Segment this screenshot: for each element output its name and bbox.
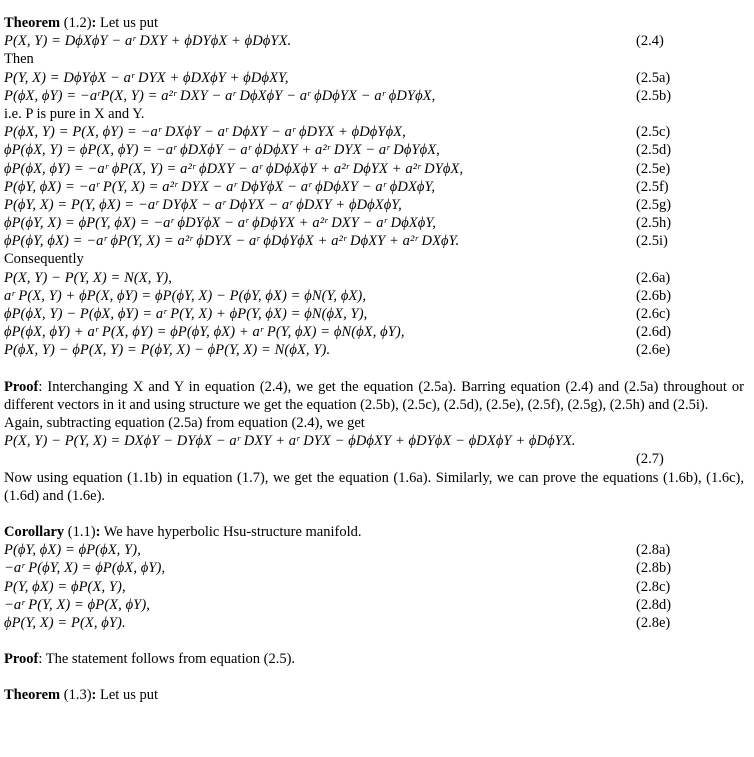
theorem-colon: : xyxy=(91,15,97,31)
equation-expr: ϕP(ϕX, Y) − P(ϕX, ϕY) = aʳ P(Y, X) + ϕP(Y, ϕX) = ϕN(ϕX, Y), xyxy=(4,306,368,322)
spacer xyxy=(4,668,746,686)
equation-number: (2.5d) xyxy=(636,142,672,159)
equation-number: (2.5b) xyxy=(636,87,672,104)
proof-text: : Interchanging X and Y in equation (2.4), we get the equation (2.5a). Barring equation (2.4) and (2.5a) throughout or different vectors in it and using structure we get the equation (2.5b), (2.5c), (2.5d), (2.5e), (2.5f), (2.5g), (2.5h) and (2.5i). xyxy=(4,378,744,413)
now-using-paragraph: Now using equation (1.1b) in equation (1.7), we get the equation (1.6a). Similarly, we can prove the equations (1.6b), (1.6c), (1.6d) and (1.6e). xyxy=(4,469,744,504)
theorem-1-2-heading xyxy=(4,14,746,32)
equation-2-5b xyxy=(4,87,746,105)
proof-label: Proof xyxy=(4,378,39,395)
equation-expr: ϕP(ϕY, X) = ϕP(Y, ϕX) = −aʳ ϕDYϕX − aʳ ϕDϕYX + a²ʳ DXY − aʳ DϕXϕY, xyxy=(4,215,436,232)
corollary-number: (1.1) xyxy=(64,523,96,540)
proof-text: : The statement follows from equation (2.5). xyxy=(38,651,296,668)
equation-2-7 xyxy=(4,432,746,450)
equation-2-8a xyxy=(4,541,746,559)
equation-2-5i xyxy=(4,232,746,250)
equation-number: (2.8c) xyxy=(636,578,671,595)
theorem-1-3-heading xyxy=(4,686,746,704)
corollary-label: Corollary xyxy=(4,523,65,540)
paper-page xyxy=(4,14,746,704)
equation-2-6a xyxy=(4,269,746,287)
equation-expr: P(X, Y) − P(Y, X) = N(X, Y), xyxy=(4,269,173,286)
equation-2-6e xyxy=(4,341,746,359)
equation-expr: −aʳ P(Y, X) = ϕP(X, ϕY), xyxy=(4,596,150,613)
equation-number: (2.7) xyxy=(636,451,664,468)
equation-2-6d xyxy=(4,323,746,341)
equation-expr: P(Y, X) = DϕYϕX − aʳ DYX + ϕDXϕY + ϕDϕXY, xyxy=(4,69,289,86)
equation-number: (2.6e) xyxy=(636,342,671,359)
equation-2-5f xyxy=(4,178,746,196)
proof-2-line xyxy=(4,650,746,668)
equation-2-5h xyxy=(4,214,746,232)
corollary-colon: : xyxy=(95,523,101,540)
equation-2-4 xyxy=(4,32,746,50)
equation-expr: P(ϕX, ϕY) = −aʳP(X, Y) = a²ʳ DXY − aʳ DϕXϕY − aʳ ϕDϕYX − aʳ ϕDYϕX, xyxy=(4,87,436,104)
equation-expr: P(Y, ϕX) = ϕP(X, Y), xyxy=(4,578,126,595)
proof-label: Proof xyxy=(4,651,39,668)
theorem-text: Let us put xyxy=(96,687,159,704)
equation-2-7-number-row xyxy=(4,450,746,468)
equation-expr: ϕP(ϕY, ϕX) = −aʳ ϕP(Y, X) = a²ʳ ϕDYX − aʳ ϕDϕYϕX + a²ʳ DϕXY + a²ʳ DXϕY. xyxy=(4,233,460,250)
equation-expr: P(ϕY, ϕX) = −aʳ P(Y, X) = a²ʳ DYX − aʳ DϕYϕX − aʳ ϕDϕXY − aʳ ϕDXϕY, xyxy=(4,178,436,195)
pure-text: i.e. P is pure in X and Y. xyxy=(4,105,145,122)
equation-number: (2.8b) xyxy=(636,560,672,577)
equation-number: (2.6a) xyxy=(636,269,671,286)
corollary-text: We have hyperbolic Hsu-structure manifold. xyxy=(100,523,362,540)
equation-number: (2.5a) xyxy=(636,69,671,86)
equation-number: (2.6c) xyxy=(636,306,671,322)
equation-expr: ϕP(Y, X) = P(X, ϕY). xyxy=(4,614,126,631)
equation-2-5c xyxy=(4,123,746,141)
equation-number: (2.5g) xyxy=(636,196,672,213)
equation-2-8b xyxy=(4,559,746,577)
equation-number: (2.8a) xyxy=(636,542,671,559)
equation-2-8c xyxy=(4,578,746,596)
spacer xyxy=(4,505,746,523)
equation-2-8e xyxy=(4,614,746,632)
equation-number: (2.5h) xyxy=(636,215,672,232)
consequently-text: Consequently xyxy=(4,251,84,268)
proof-paragraph xyxy=(4,378,744,414)
equation-expr: P(ϕX, Y) − ϕP(X, Y) = P(ϕY, X) − ϕP(Y, X) = N(ϕX, Y). xyxy=(4,342,331,359)
equation-number: (2.5f) xyxy=(636,178,669,195)
equation-2-5d xyxy=(4,141,746,159)
equation-expr: aʳ P(X, Y) + ϕP(X, ϕY) = ϕP(ϕY, X) − P(ϕY, ϕX) = ϕN(Y, ϕX), xyxy=(4,287,367,304)
theorem-number: (1.3) xyxy=(60,687,92,704)
equation-2-5a xyxy=(4,69,746,87)
equation-number: (2.6b) xyxy=(636,287,672,304)
again-text: Again, subtracting equation (2.5a) from equation (2.4), we get xyxy=(4,414,365,431)
equation-number: (2.5e) xyxy=(636,160,671,177)
spacer xyxy=(4,632,746,650)
equation-number: (2.8d) xyxy=(636,596,672,613)
theorem-number: (1.2) xyxy=(60,15,92,31)
equation-2-6c xyxy=(4,305,746,323)
equation-expr: ϕP(ϕX, ϕY) + aʳ P(X, ϕY) = ϕP(ϕY, ϕX) + aʳ P(Y, ϕX) = ϕN(ϕX, ϕY), xyxy=(4,324,405,341)
equation-expr: ϕP(ϕX, Y) = ϕP(X, ϕY) = −aʳ ϕDXϕY − aʳ ϕDϕXY + a²ʳ DYX − aʳ DϕYϕX, xyxy=(4,142,440,159)
equation-expr: ϕP(ϕX, ϕY) = −aʳ ϕP(X, Y) = a²ʳ ϕDXY − aʳ ϕDϕXϕY + a²ʳ DϕYX + a²ʳ DYϕX, xyxy=(4,160,464,177)
equation-2-8d xyxy=(4,596,746,614)
equation-number: (2.8e) xyxy=(636,614,671,631)
equation-number: (2.6d) xyxy=(636,324,672,341)
equation-expr: P(X, Y) = DϕXϕY − aʳ DXY + ϕDYϕX + ϕDϕYX. xyxy=(4,33,292,50)
equation-2-6b xyxy=(4,287,746,305)
spacer xyxy=(4,360,746,378)
theorem-label: Theorem xyxy=(4,687,61,704)
equation-expr: P(ϕY, X) = P(Y, ϕX) = −aʳ DYϕX − aʳ DϕYX − aʳ ϕDXY + ϕDϕXϕY, xyxy=(4,196,402,213)
theorem-text: Let us put xyxy=(96,15,159,31)
equation-expr: P(ϕX, Y) = P(X, ϕY) = −aʳ DXϕY − aʳ DϕXY − aʳ ϕDYX + ϕDϕYϕX, xyxy=(4,124,406,141)
equation-number: (2.5i) xyxy=(636,233,668,250)
equation-number: (2.5c) xyxy=(636,124,671,141)
corollary-1-1-heading xyxy=(4,523,746,541)
theorem-label: Theorem xyxy=(4,15,61,31)
equation-2-5g xyxy=(4,196,746,214)
theorem-colon: : xyxy=(91,687,97,704)
equation-expr: P(X, Y) − P(Y, X) = DXϕY − DYϕX − aʳ DXY + aʳ DYX − ϕDϕXY + ϕDYϕX − ϕDXϕY + ϕDϕYX. xyxy=(4,433,576,450)
then-text: Then xyxy=(4,51,34,68)
equation-number: (2.4) xyxy=(636,33,664,50)
equation-expr: P(ϕY, ϕX) = ϕP(ϕX, Y), xyxy=(4,542,141,559)
equation-expr: −aʳ P(ϕY, X) = ϕP(ϕX, ϕY), xyxy=(4,560,166,577)
equation-2-5e xyxy=(4,160,746,178)
